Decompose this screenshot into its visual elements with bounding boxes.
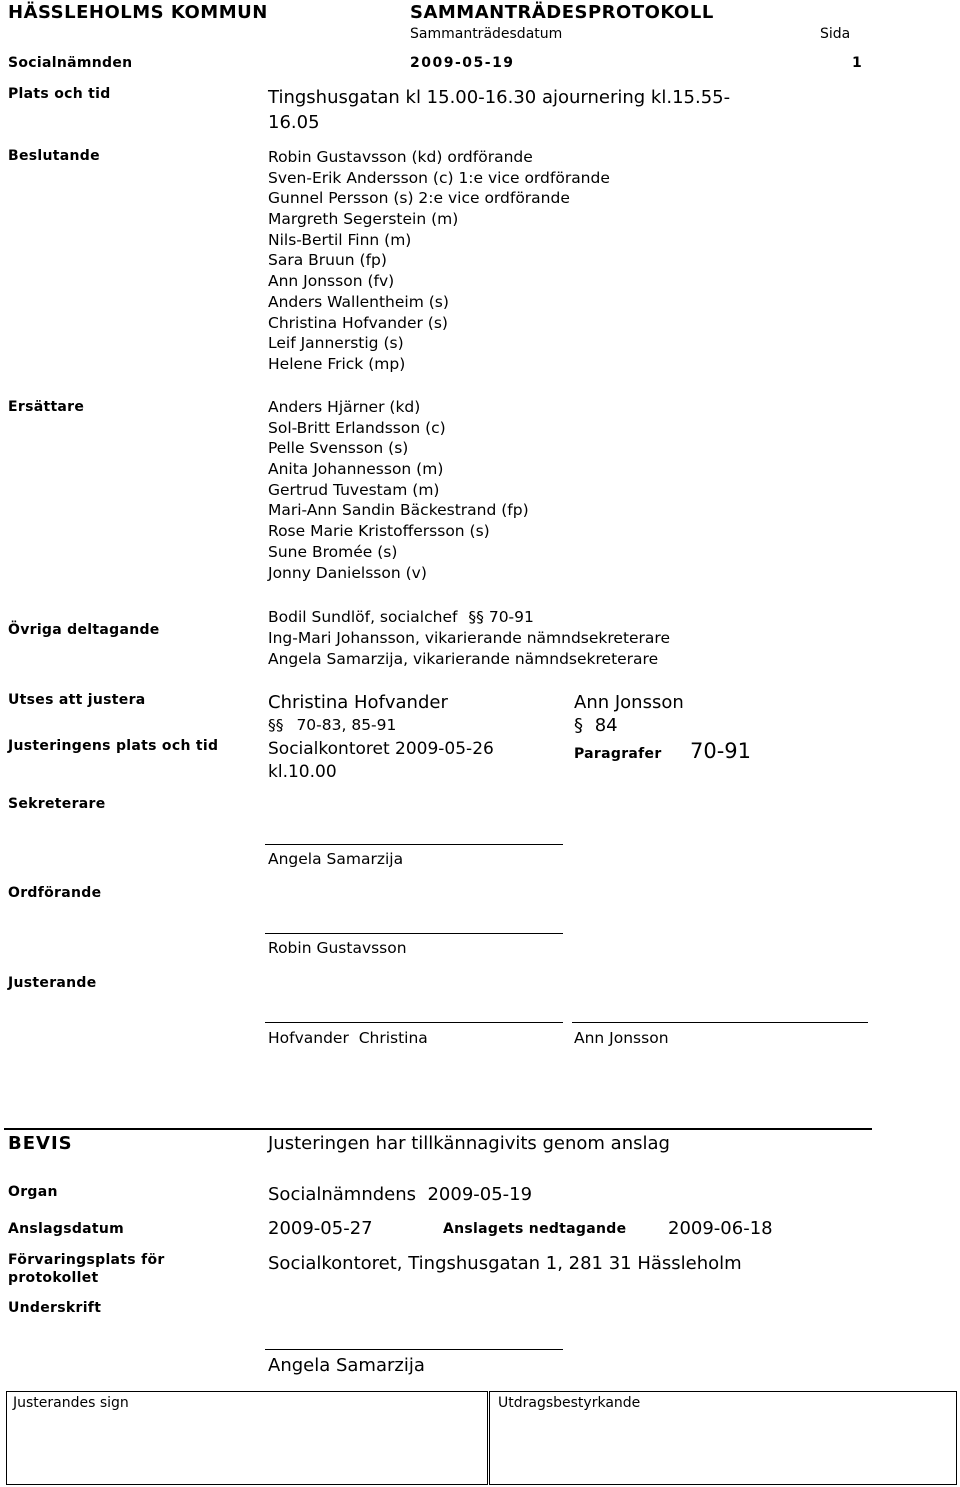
adjuster-2-signature-name: Ann Jonsson bbox=[574, 1029, 669, 1047]
substitutes-label: Ersättare bbox=[8, 399, 85, 415]
adjuster-1-name: Christina Hofvander bbox=[268, 692, 448, 713]
others-ref: 70-91 bbox=[488, 608, 534, 626]
list-item: Pelle Svensson (s) bbox=[268, 439, 409, 458]
list-item: Sara Bruun (fp) bbox=[268, 251, 387, 270]
certificate-heading: Justeringen har tillkännagivits genom anslag bbox=[268, 1133, 670, 1154]
others-line-3: Angela Samarzija, vikarierande nämndsekreterare bbox=[268, 650, 659, 668]
list-item: Sol-Britt Erlandsson (c) bbox=[268, 418, 446, 437]
storage-value: Socialkontoret, Tingshusgatan 1, 281 31 Hässleholm bbox=[268, 1253, 742, 1274]
section-symbol: § bbox=[468, 608, 477, 626]
certification-box bbox=[489, 1391, 957, 1485]
place-line-2: 16.05 bbox=[268, 112, 320, 133]
place-label: Plats och tid bbox=[8, 86, 111, 102]
list-item: Jonny Danielsson (v) bbox=[268, 563, 427, 582]
organ-value: Socialnämndens 2009-05-19 bbox=[268, 1184, 533, 1205]
adjust-place-line-2: kl.10.00 bbox=[268, 762, 337, 782]
substitutes-list bbox=[268, 397, 529, 583]
removed-label: Anslagets nedtagande bbox=[443, 1221, 627, 1237]
list-item: Anders Wallentheim (s) bbox=[268, 292, 449, 311]
adjuster-1-paragraphs bbox=[268, 715, 396, 736]
deciding-label: Beslutande bbox=[8, 148, 100, 164]
adjust-label: Utses att justera bbox=[8, 692, 146, 708]
posted-label: Anslagsdatum bbox=[8, 1221, 125, 1237]
others-line-1 bbox=[268, 607, 534, 628]
section-symbol: § bbox=[574, 715, 583, 736]
signature-line bbox=[265, 1349, 563, 1350]
signature-line bbox=[265, 1022, 563, 1023]
section-symbol: § bbox=[268, 716, 276, 734]
list-item: Anders Hjärner (kd) bbox=[268, 398, 421, 416]
adjuster-1-ref: 70-83, 85-91 bbox=[296, 716, 397, 734]
page-label: Sida bbox=[820, 26, 851, 42]
list-item: Mari-Ann Sandin Bäckestrand (fp) bbox=[268, 501, 529, 520]
adjuster-2-ref: 84 bbox=[594, 715, 618, 736]
adjuster-2-name: Ann Jonsson bbox=[574, 692, 684, 713]
page-number: 1 bbox=[852, 55, 863, 71]
meeting-date: 2009-05-19 bbox=[410, 55, 515, 71]
adjust-place-line-1: Socialkontoret 2009-05-26 bbox=[268, 739, 494, 759]
committee-name: Socialnämnden bbox=[8, 55, 133, 71]
chair-name: Robin Gustavsson bbox=[268, 939, 407, 957]
list-item: Gertrud Tuvestam (m) bbox=[268, 480, 440, 499]
signature-line bbox=[572, 1022, 868, 1023]
certificate-label: BEVIS bbox=[8, 1133, 73, 1154]
signature-line bbox=[265, 933, 563, 934]
others-line-2: Ing-Mari Johansson, vikarierande nämndsekreterare bbox=[268, 629, 671, 647]
adjuster-sign-label: Justerandes sign bbox=[13, 1395, 129, 1411]
paragraphs-label: Paragrafer bbox=[574, 746, 662, 762]
signature-label: Underskrift bbox=[8, 1300, 102, 1316]
others-name: Bodil Sundlöf, socialchef bbox=[268, 608, 458, 626]
section-symbol: § bbox=[275, 716, 284, 734]
list-item: Rose Marie Kristoffersson (s) bbox=[268, 522, 490, 541]
list-item: Ann Jonsson (fv) bbox=[268, 272, 395, 291]
deciding-members-list bbox=[268, 147, 610, 375]
list-item: Sune Bromée (s) bbox=[268, 542, 398, 561]
signature-line bbox=[265, 844, 563, 845]
list-item: Leif Jannerstig (s) bbox=[268, 334, 404, 353]
list-item: Gunnel Persson (s) 2:e vice ordförande bbox=[268, 189, 570, 208]
list-item: Christina Hofvander (s) bbox=[268, 313, 448, 332]
list-item: Anita Johannesson (m) bbox=[268, 460, 444, 479]
others-label: Övriga deltagande bbox=[8, 622, 160, 638]
protocol-title: SAMMANTRÄDESPROTOKOLL bbox=[410, 2, 714, 23]
storage-label-line-1: Förvaringsplats för bbox=[8, 1252, 165, 1268]
adjuster-2-paragraphs bbox=[574, 715, 618, 736]
chair-label: Ordförande bbox=[8, 885, 102, 901]
storage-label-line-2: protokollet bbox=[8, 1270, 99, 1286]
adjust-place-label: Justeringens plats och tid bbox=[8, 738, 219, 754]
removed-value: 2009-06-18 bbox=[668, 1218, 773, 1239]
organ-label: Organ bbox=[8, 1184, 58, 1200]
posted-value: 2009-05-27 bbox=[268, 1218, 373, 1239]
adjusters-label: Justerande bbox=[8, 975, 97, 991]
list-item: Nils-Bertil Finn (m) bbox=[268, 230, 412, 249]
organization-name: HÄSSLEHOLMS KOMMUN bbox=[8, 2, 268, 23]
list-item: Robin Gustavsson (kd) ordförande bbox=[268, 148, 533, 166]
section-symbol: § bbox=[476, 608, 484, 626]
signature-name: Angela Samarzija bbox=[268, 1355, 425, 1376]
secretary-label: Sekreterare bbox=[8, 796, 106, 812]
adjuster-1-signature-name: Hofvander Christina bbox=[268, 1029, 428, 1047]
certificate-divider bbox=[4, 1128, 872, 1130]
paragraphs-value: 70-91 bbox=[690, 739, 752, 763]
list-item: Helene Frick (mp) bbox=[268, 354, 406, 373]
list-item: Sven-Erik Andersson (c) 1:e vice ordförande bbox=[268, 168, 610, 187]
list-item: Margreth Segerstein (m) bbox=[268, 210, 459, 229]
secretary-name: Angela Samarzija bbox=[268, 850, 404, 868]
place-line-1: Tingshusgatan kl 15.00-16.30 ajournering kl.15.55- bbox=[268, 87, 731, 108]
certification-label: Utdragsbestyrkande bbox=[498, 1395, 641, 1411]
date-label: Sammanträdesdatum bbox=[410, 26, 563, 42]
adjuster-sign-box bbox=[6, 1391, 488, 1485]
